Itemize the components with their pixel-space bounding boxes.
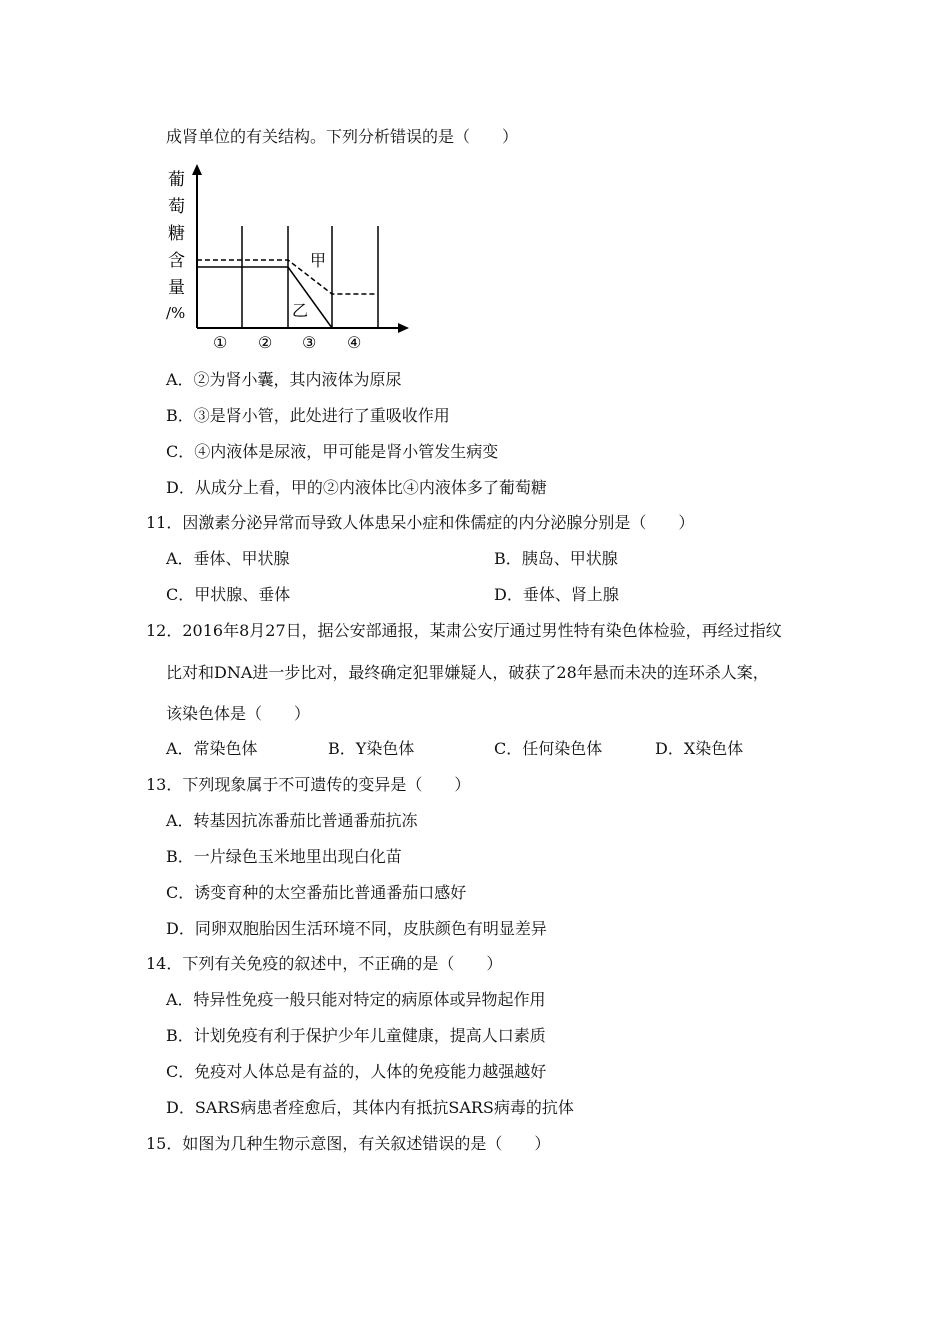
q11-option-d: D．垂体、肾上腺 — [494, 585, 619, 604]
y-label-char: 萄 — [168, 197, 185, 217]
x-label-3: ③ — [302, 333, 317, 352]
x-label-1: ① — [213, 333, 228, 352]
q13-option-a: A．转基因抗冻番茄比普通番茄抗冻 — [166, 811, 418, 830]
y-label-char: 糖 — [168, 224, 185, 244]
q12-stem-line-3: 该染色体是（ ） — [166, 704, 311, 723]
q12-stem-line-1: 12．2016年8月27日，据公安部通报，某肃公安厅通过男性特有染色体检验，再经过指纹 — [146, 621, 782, 640]
glucose-content-figure — [160, 160, 420, 360]
q12-option-b: B．Y染色体 — [328, 739, 415, 758]
y-label-char: 含 — [168, 251, 185, 271]
q11-stem: 11．因激素分泌异常而导致人体患呆小症和侏儒症的内分泌腺分别是（ ） — [146, 513, 695, 532]
y-axis-arrow — [192, 164, 202, 175]
q12-option-a: A．常染色体 — [166, 739, 258, 758]
question-10-stem-tail: 成肾单位的有关结构。下列分析错误的是（ ） — [166, 127, 519, 146]
curve-yi-label: 乙 — [292, 301, 309, 320]
q12-stem-line-2: 比对和DNA进一步比对，最终确定犯罪嫌疑人，破获了28年悬而未决的连环杀人案， — [166, 663, 769, 682]
q10-option-d: D．从成分上看，甲的②内液体比④内液体多了葡萄糖 — [166, 478, 547, 497]
q10-option-c: C．④内液体是尿液，甲可能是肾小管发生病变 — [166, 442, 499, 461]
q12-option-d: D．X染色体 — [655, 739, 744, 758]
glucose-chart-svg — [160, 160, 420, 360]
q14-option-d: D．SARS病患者痊愈后，其体内有抵抗SARS病毒的抗体 — [166, 1098, 574, 1117]
q13-option-d: D．同卵双胞胎因生活环境不同，皮肤颜色有明显差异 — [166, 919, 547, 938]
curve-yi — [197, 267, 332, 328]
q13-stem: 13．下列现象属于不可遗传的变异是（ ） — [146, 775, 471, 794]
q10-option-a: A．②为肾小囊，其内液体为原尿 — [166, 370, 402, 389]
q11-option-b: B．胰岛、甲状腺 — [494, 549, 618, 568]
y-label-char: 量 — [168, 278, 185, 298]
q13-option-b: B．一片绿色玉米地里出现白化苗 — [166, 847, 402, 866]
q11-option-c: C．甲状腺、垂体 — [166, 585, 291, 604]
q10-option-b: B．③是肾小管，此处进行了重吸收作用 — [166, 406, 450, 425]
x-label-4: ④ — [347, 333, 362, 352]
q12-option-c: C．任何染色体 — [494, 739, 603, 758]
q14-option-c: C．免疫对人体总是有益的，人体的免疫能力越强越好 — [166, 1062, 547, 1081]
x-axis-arrow — [398, 323, 409, 333]
q14-stem: 14．下列有关免疫的叙述中，不正确的是（ ） — [146, 954, 503, 973]
x-label-2: ② — [258, 333, 273, 352]
y-label-char: /% — [166, 304, 186, 322]
q13-option-c: C．诱变育种的太空番茄比普通番茄口感好 — [166, 883, 467, 902]
q11-option-a: A．垂体、甲状腺 — [166, 549, 290, 568]
q14-option-a: A．特异性免疫一般只能对特定的病原体或异物起作用 — [166, 990, 546, 1009]
y-label-char: 葡 — [168, 170, 185, 190]
curve-jia-label: 甲 — [310, 251, 327, 270]
q15-stem: 15．如图为几种生物示意图，有关叙述错误的是（ ） — [146, 1134, 551, 1153]
q14-option-b: B．计划免疫有利于保护少年儿童健康，提高人口素质 — [166, 1026, 546, 1045]
